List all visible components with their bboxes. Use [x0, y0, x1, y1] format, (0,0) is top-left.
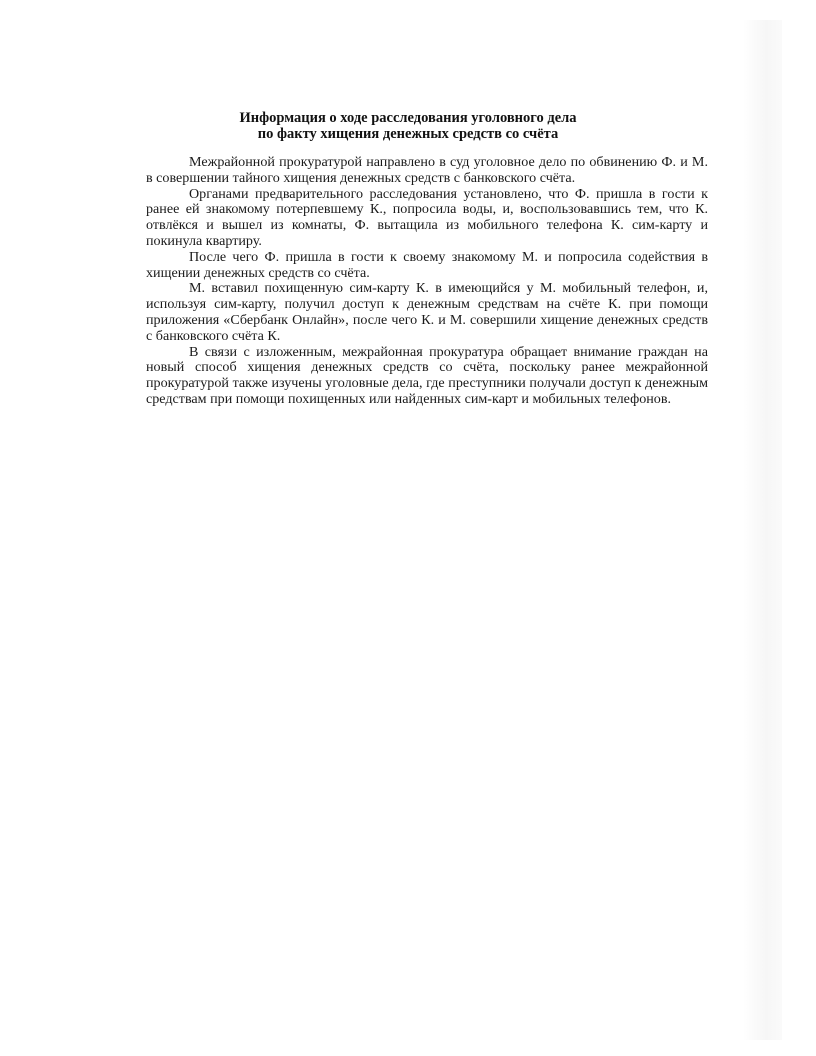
paragraph-5: В связи с изложенным, межрайонная прокуратура обращает внимание граждан на новый способ хищения денежных средств со счёта, поскольку ранее межрайонной прокуратурой также изучены уголовные дела, где преступники получали доступ к денежным средствам при помощи похищенных или найденных сим-карт и мобильных телефонов. — [146, 343, 708, 407]
title-line-1: Информация о ходе расследования уголовного дела — [239, 110, 577, 126]
document-title — [120, 110, 696, 142]
scan-shadow — [742, 20, 782, 1040]
title-line-2: по факту хищения денежных средств со счёта — [257, 126, 559, 142]
paragraph-1: Межрайонной прокуратурой направлено в суд уголовное дело по обвинению Ф. и М. в совершении тайного хищения денежных средств с банковского счёта. — [146, 154, 708, 186]
paragraph-4: М. вставил похищенную сим-карту К. в имеющийся у М. мобильный телефон, и, используя сим-карту, получил доступ к денежным средствам на счёте К. при помощи приложения «Сбербанк Онлайн», после чего К. и М. совершили хищение денежных средств с банковского счёта К. — [146, 280, 708, 344]
document-body — [146, 155, 708, 408]
paragraph-2: Органами предварительного расследования установлено, что Ф. пришла в гости к ранее ей знакомому потерпевшему К., попросила воды, и, воспользовавшись тем, что К. отвлёкся и вышел из комнаты, Ф. вытащила из мобильного телефона К. сим-карту и покинула квартиру. — [146, 185, 708, 249]
paragraph-3: После чего Ф. пришла в гости к своему знакомому М. и попросила содействия в хищении денежных средств со счёта. — [146, 248, 708, 281]
